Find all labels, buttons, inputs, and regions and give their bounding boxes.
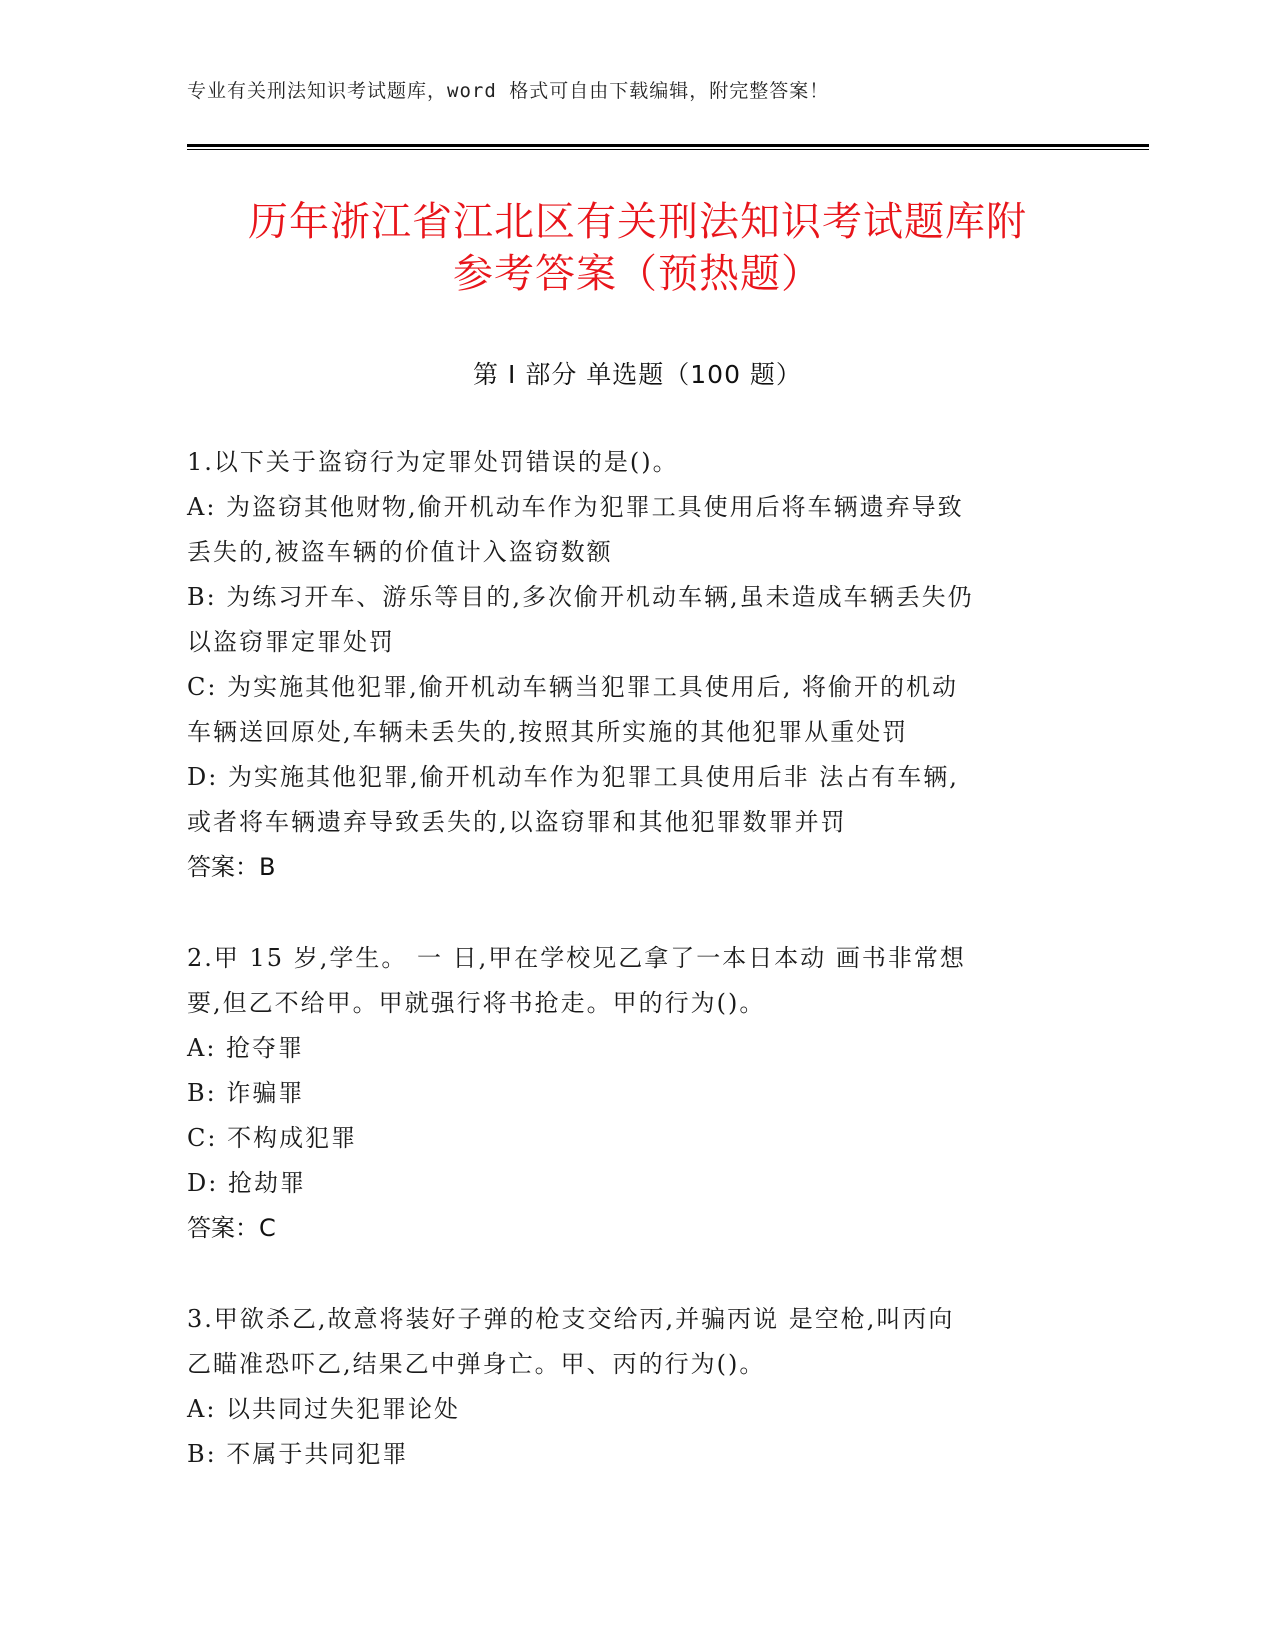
- section-heading: 第 I 部分 单选题（100 题）: [473, 360, 802, 389]
- question-text-line: 要,但乙不给甲。甲就强行将书抢走。甲的行为()。: [187, 989, 766, 1017]
- question-block: [187, 1297, 1087, 1477]
- question-list: [187, 440, 1087, 1523]
- question-stem-line: 2.甲 15 岁,学生。 一 日,甲在学校见乙拿了一本日本动 画书非常想: [187, 944, 966, 972]
- question-text-line: D: 抢劫罪: [187, 1169, 306, 1197]
- question-text-line: 车辆送回原处,车辆未丢失的,按照其所实施的其他犯罪从重处罚: [187, 718, 909, 746]
- question-text-line: 或者将车辆遗弃导致丢失的,以盗窃罪和其他犯罪数罪并罚: [187, 808, 847, 836]
- question-text-line: 以盗窃罪定罪处罚: [187, 628, 395, 656]
- question-text-line: D: 为实施其他犯罪,偷开机动车作为犯罪工具使用后非 法占有车辆,: [187, 763, 959, 791]
- question-text-line: 乙瞄准恐吓乙,结果乙中弹身亡。甲、丙的行为()。: [187, 1350, 766, 1378]
- question-block: [187, 936, 1087, 1251]
- title-line-1: 历年浙江省江北区有关刑法知识考试题库附: [248, 199, 1027, 245]
- answer-line: 答案：B: [187, 853, 276, 881]
- header-rule-thick: [187, 144, 1149, 147]
- answer-line: 答案：C: [187, 1214, 276, 1242]
- question-text-line: B: 不属于共同犯罪: [187, 1440, 409, 1468]
- header-rule-thin: [187, 149, 1149, 150]
- header-note: 专业有关刑法知识考试题库，word 格式可自由下载编辑，附完整答案！: [187, 80, 830, 102]
- question-text-line: 丢失的,被盗车辆的价值计入盗窃数额: [187, 538, 613, 566]
- question-text-line: B: 诈骗罪: [187, 1079, 305, 1107]
- question-text-line: A: 抢夺罪: [187, 1034, 305, 1062]
- title-line-2: 参考答案（预热题）: [453, 251, 822, 297]
- question-text-line: B: 为练习开车、游乐等目的,多次偷开机动车辆,虽未造成车辆丢失仍: [187, 583, 974, 611]
- question-text-line: C: 不构成犯罪: [187, 1124, 358, 1152]
- question-text-line: A: 以共同过失犯罪论处: [187, 1395, 461, 1423]
- document-title: [150, 196, 1125, 300]
- question-stem-line: 3.甲欲杀乙,故意将装好子弹的枪支交给丙,并骗丙说 是空枪,叫丙向: [187, 1305, 955, 1333]
- question-text-line: A: 为盗窃其他财物,偷开机动车作为犯罪工具使用后将车辆遗弃导致: [187, 493, 964, 521]
- question-stem-line: 1.以下关于盗窃行为定罪处罚错误的是()。: [187, 448, 679, 476]
- question-text-line: C: 为实施其他犯罪,偷开机动车辆当犯罪工具使用后, 将偷开的机动: [187, 673, 958, 701]
- question-block: [187, 440, 1087, 890]
